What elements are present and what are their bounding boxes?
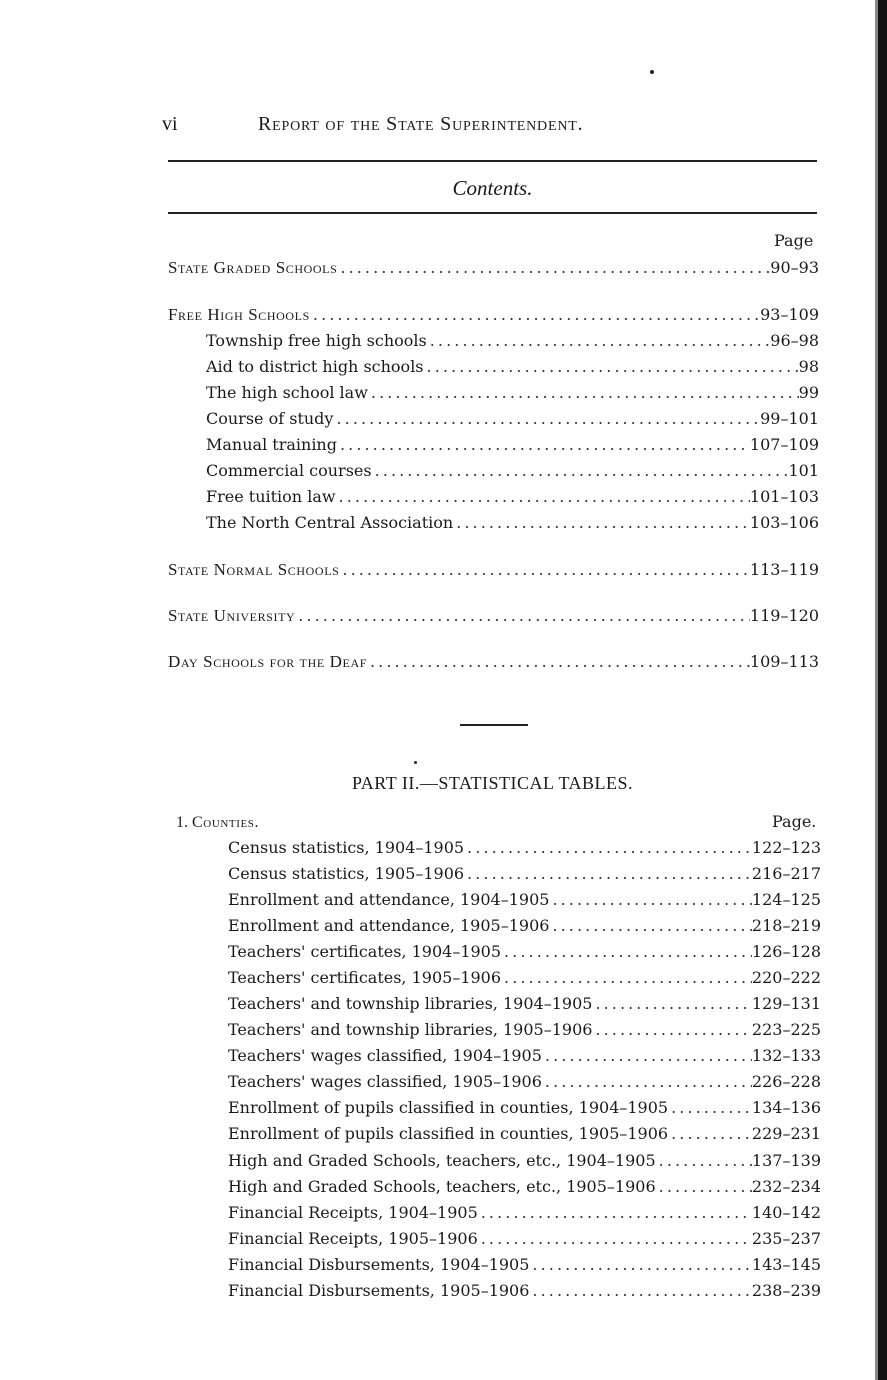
- table-entry-label: Teachers' and township libraries, 1905–1906: [228, 1020, 593, 1039]
- toc-subentry[interactable]: [206, 331, 819, 353]
- toc-subentry[interactable]: [206, 409, 819, 431]
- table-entry-pages: 216–217: [751, 864, 821, 883]
- toc-entry-pages: 113–119: [749, 560, 819, 579]
- table-entry-label: Census statistics, 1905–1906: [228, 864, 465, 883]
- toc-entry[interactable]: [168, 258, 819, 280]
- ink-speck: [650, 70, 654, 74]
- toc-subentry[interactable]: [206, 435, 819, 457]
- page-edge-shadow-inner: [875, 0, 878, 1380]
- table-entry-pages: 238–239: [751, 1281, 821, 1300]
- table-entry-pages: 226–228: [751, 1072, 821, 1091]
- toc-entry-pages: 90–93: [770, 258, 819, 277]
- table-entry[interactable]: [228, 968, 821, 990]
- table-entry-pages: 140–142: [751, 1203, 821, 1222]
- table-entry[interactable]: [228, 890, 821, 912]
- section-divider: [460, 724, 528, 726]
- table-entry-pages: 218–219: [751, 916, 821, 935]
- table-entry-pages: 126–128: [751, 942, 821, 961]
- table-entry[interactable]: [228, 1098, 821, 1120]
- table-entry-label: Teachers' wages classified, 1905–1906: [228, 1072, 542, 1091]
- table-entry-label: Census statistics, 1904–1905: [228, 838, 465, 857]
- table-entry-label: Teachers' certificates, 1904–1905: [228, 942, 502, 961]
- toc-entry-label: Free High Schools: [168, 305, 310, 324]
- toc-subentry[interactable]: [206, 357, 819, 379]
- toc-entry-pages: 98: [798, 357, 819, 376]
- toc-entry-label: Aid to district high schools: [206, 357, 424, 376]
- toc-entry[interactable]: [168, 305, 819, 327]
- table-entry[interactable]: [228, 1151, 821, 1173]
- table-entry-label: Financial Disbursements, 1904–1905: [228, 1255, 530, 1274]
- table-entry-label: Enrollment of pupils classified in counties, 1905–1906: [228, 1124, 669, 1143]
- toc-entry-pages: 101–103: [749, 487, 819, 506]
- toc-entry[interactable]: [168, 652, 819, 674]
- toc-entry[interactable]: [168, 606, 819, 628]
- table-entry-label: Financial Receipts, 1904–1905: [228, 1203, 478, 1222]
- toc-entry-label: Manual training: [206, 435, 337, 454]
- toc-subentry[interactable]: [206, 461, 819, 483]
- table-entry[interactable]: [228, 1203, 821, 1225]
- table-entry-pages: 220–222: [751, 968, 821, 987]
- table-entry[interactable]: [228, 838, 821, 860]
- header-rule-bottom: [168, 212, 817, 214]
- section-title: Counties.: [192, 814, 260, 831]
- section-number: 1.: [176, 814, 188, 831]
- table-entry-pages: 229–231: [751, 1124, 821, 1143]
- toc-entry[interactable]: [168, 560, 819, 582]
- header-rule-top: [168, 160, 817, 162]
- table-entry-pages: 223–225: [751, 1020, 821, 1039]
- table-entry[interactable]: [228, 1255, 821, 1277]
- table-entry-label: Teachers' certificates, 1905–1906: [228, 968, 502, 987]
- toc-subentry[interactable]: [206, 487, 819, 509]
- table-entry[interactable]: [228, 1046, 821, 1068]
- toc-subentry[interactable]: [206, 383, 819, 405]
- toc-entry-pages: 99–101: [760, 409, 819, 428]
- toc-subentry[interactable]: [206, 513, 819, 535]
- table-entry[interactable]: [228, 1020, 821, 1042]
- table-entry-pages: 134–136: [751, 1098, 821, 1117]
- toc-entry-pages: 119–120: [749, 606, 819, 625]
- toc-entry-label: State University: [168, 606, 296, 625]
- toc-entry-label: Commercial courses: [206, 461, 372, 480]
- toc-entry-pages: 101: [788, 461, 819, 480]
- table-entry-pages: 235–237: [751, 1229, 821, 1248]
- table-entry[interactable]: [228, 1281, 821, 1303]
- toc-entry-pages: 96–98: [770, 331, 819, 350]
- table-entry-pages: 132–133: [751, 1046, 821, 1065]
- table-entry[interactable]: [228, 994, 821, 1016]
- table-entry-label: High and Graded Schools, teachers, etc., 1904–1905: [228, 1151, 656, 1170]
- table-entry[interactable]: [228, 1072, 821, 1094]
- toc-entry-pages: 109–113: [749, 652, 819, 671]
- running-title: Report of the State Superintendent.: [258, 113, 584, 135]
- toc-entry-pages: 103–106: [749, 513, 819, 532]
- table-entry-pages: 122–123: [751, 838, 821, 857]
- table-entry-label: Enrollment and attendance, 1905–1906: [228, 916, 550, 935]
- table-entry[interactable]: [228, 942, 821, 964]
- section-heading: [176, 814, 259, 832]
- table-entry-pages: 137–139: [751, 1151, 821, 1170]
- ink-speck: [414, 761, 417, 764]
- toc-entry-label: Course of study: [206, 409, 334, 428]
- table-entry-pages: 232–234: [751, 1177, 821, 1196]
- table-entry-pages: 124–125: [751, 890, 821, 909]
- table-entry[interactable]: [228, 1229, 821, 1251]
- toc-entry-label: The North Central Association: [206, 513, 454, 532]
- toc-entry-label: Free tuition law: [206, 487, 336, 506]
- toc-entry-label: Day Schools for the Deaf: [168, 652, 367, 671]
- page-column-label: Page.: [772, 812, 817, 831]
- part-two-title: PART II.—STATISTICAL TABLES.: [351, 773, 634, 793]
- contents-title: Contents.: [452, 176, 533, 200]
- table-entry-label: Financial Receipts, 1905–1906: [228, 1229, 478, 1248]
- table-entry-label: Enrollment and attendance, 1904–1905: [228, 890, 550, 909]
- table-entry[interactable]: [228, 916, 821, 938]
- table-entry[interactable]: [228, 1124, 821, 1146]
- table-entry-pages: 143–145: [751, 1255, 821, 1274]
- table-entry-label: Teachers' and township libraries, 1904–1905: [228, 994, 593, 1013]
- page-number: vi: [162, 113, 178, 135]
- table-entry[interactable]: [228, 1177, 821, 1199]
- page-column-label: Page: [774, 231, 814, 250]
- page-edge-shadow: [878, 0, 887, 1380]
- toc-entry-pages: 99: [798, 383, 819, 402]
- toc-entry-label: State Normal Schools: [168, 560, 340, 579]
- toc-entry-label: State Graded Schools: [168, 258, 338, 277]
- table-entry-pages: 129–131: [751, 994, 821, 1013]
- toc-entry-label: Township free high schools: [206, 331, 427, 350]
- toc-entry-pages: 107–109: [749, 435, 819, 454]
- table-entry-label: Enrollment of pupils classified in counties, 1904–1905: [228, 1098, 669, 1117]
- table-entry-label: High and Graded Schools, teachers, etc., 1905–1906: [228, 1177, 656, 1196]
- table-entry[interactable]: [228, 864, 821, 886]
- toc-entry-pages: 93–109: [760, 305, 819, 324]
- table-entry-label: Financial Disbursements, 1905–1906: [228, 1281, 530, 1300]
- table-entry-label: Teachers' wages classified, 1904–1905: [228, 1046, 542, 1065]
- toc-entry-label: The high school law: [206, 383, 368, 402]
